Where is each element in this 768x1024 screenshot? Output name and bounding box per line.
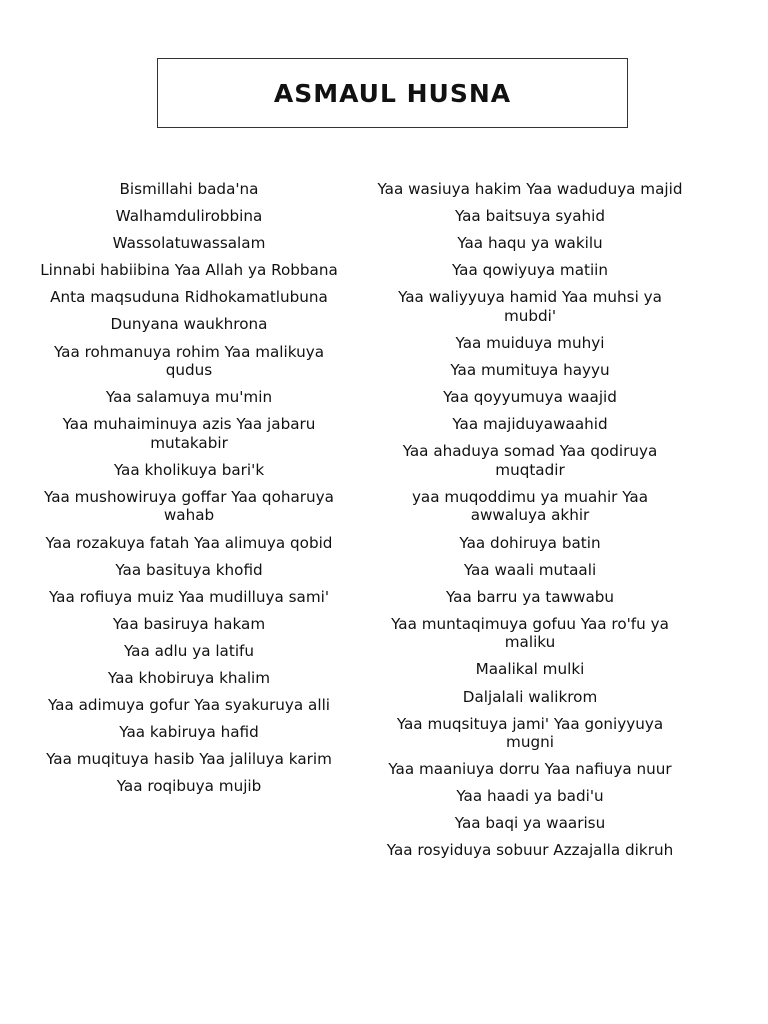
verse-line: yaa muqoddimu ya muahir Yaa awwaluya akhir [411,487,649,525]
page-title: ASMAUL HUSNA [273,78,512,108]
verse-line: Yaa baqi ya waarisu [454,814,606,833]
verse-line: Bismillahi bada'na [119,180,259,198]
title-box [157,58,628,128]
verse-line: Yaa qowiyuya matiin [451,261,609,280]
verse-line: Dunyana waukhrona [110,315,268,334]
verse-line: Yaa waliyyuya hamid Yaa muhsi ya mubdi' [398,288,662,325]
verse-line: Yaa majiduyawaahid [452,415,608,434]
verse-line: Yaa khobiruya khalim [107,669,271,687]
verse-line: Yaa rohmanuya rohim Yaa malikuya qudus [53,342,324,380]
verse-line: Yaa salamuya mu'min [105,388,273,407]
verse-line: Walhamdulirobbina [115,207,263,226]
verse-line: Yaa waali mutaali [463,560,597,579]
verse-line: Yaa muiduya muhyi [455,333,605,352]
verse-line: Yaa wasiuya hakim Yaa waduduya majid [377,180,683,198]
verse-line: Yaa adlu ya latifu [123,641,255,660]
left-column [34,180,344,804]
verse-line: Yaa mushowiruya goffar Yaa qoharuya wahab [44,487,334,525]
verse-line: Yaa ahaduya somad Yaa qodiruya muqtadir [402,442,658,479]
verse-line: Yaa mumituya hayyu [450,361,610,380]
verse-line: Maalikal mulki [475,660,585,679]
right-column [375,180,685,869]
verse-line: Yaa maaniuya dorru Yaa nafiuya nuur [388,760,672,779]
verse-line: Yaa kholikuya bari'k [113,460,265,479]
verse-line: Anta maqsuduna Ridhokamatlubuna [50,288,328,307]
verse-line: Wassolatuwassalam [112,234,266,253]
verse-line: Yaa basituya khofid [115,560,263,579]
verse-line: Yaa muqituya hasib Yaa jaliluya karim [46,750,332,769]
verse-line: Yaa roqibuya mujib [116,777,262,796]
verse-line: Yaa rosyiduya sobuur Azzajalla dikruh [386,841,674,860]
verse-line: Yaa adimuya gofur Yaa syakuruya alli [47,696,331,715]
verse-line: Daljalali walikrom [462,687,598,706]
verse-line: Yaa muntaqimuya gofuu Yaa ro'fu ya maliku [391,614,669,652]
verse-line: Yaa rozakuya fatah Yaa alimuya qobid [45,533,333,552]
verse-line: Yaa qoyyumuya waajid [443,388,617,407]
verse-line: Yaa muqsituya jami' Yaa goniyyuya mugni [396,714,664,752]
verse-line: Yaa rofiuya muiz Yaa mudilluya sami' [48,587,330,606]
verse-line: Yaa kabiruya hafid [119,723,259,742]
verse-line: Yaa dohiruya batin [459,533,601,552]
verse-line: Yaa basiruya hakam [112,614,266,633]
verse-line: Yaa haadi ya badi'u [456,787,604,806]
verse-line: Linnabi habiibina Yaa Allah ya Robbana [40,261,338,280]
verse-line: Yaa barru ya tawwabu [445,587,615,606]
verse-line: Yaa baitsuya syahid [454,207,606,226]
verse-line: Yaa haqu ya wakilu [457,234,603,253]
verse-line: Yaa muhaiminuya azis Yaa jabaru mutakabir [62,415,316,452]
